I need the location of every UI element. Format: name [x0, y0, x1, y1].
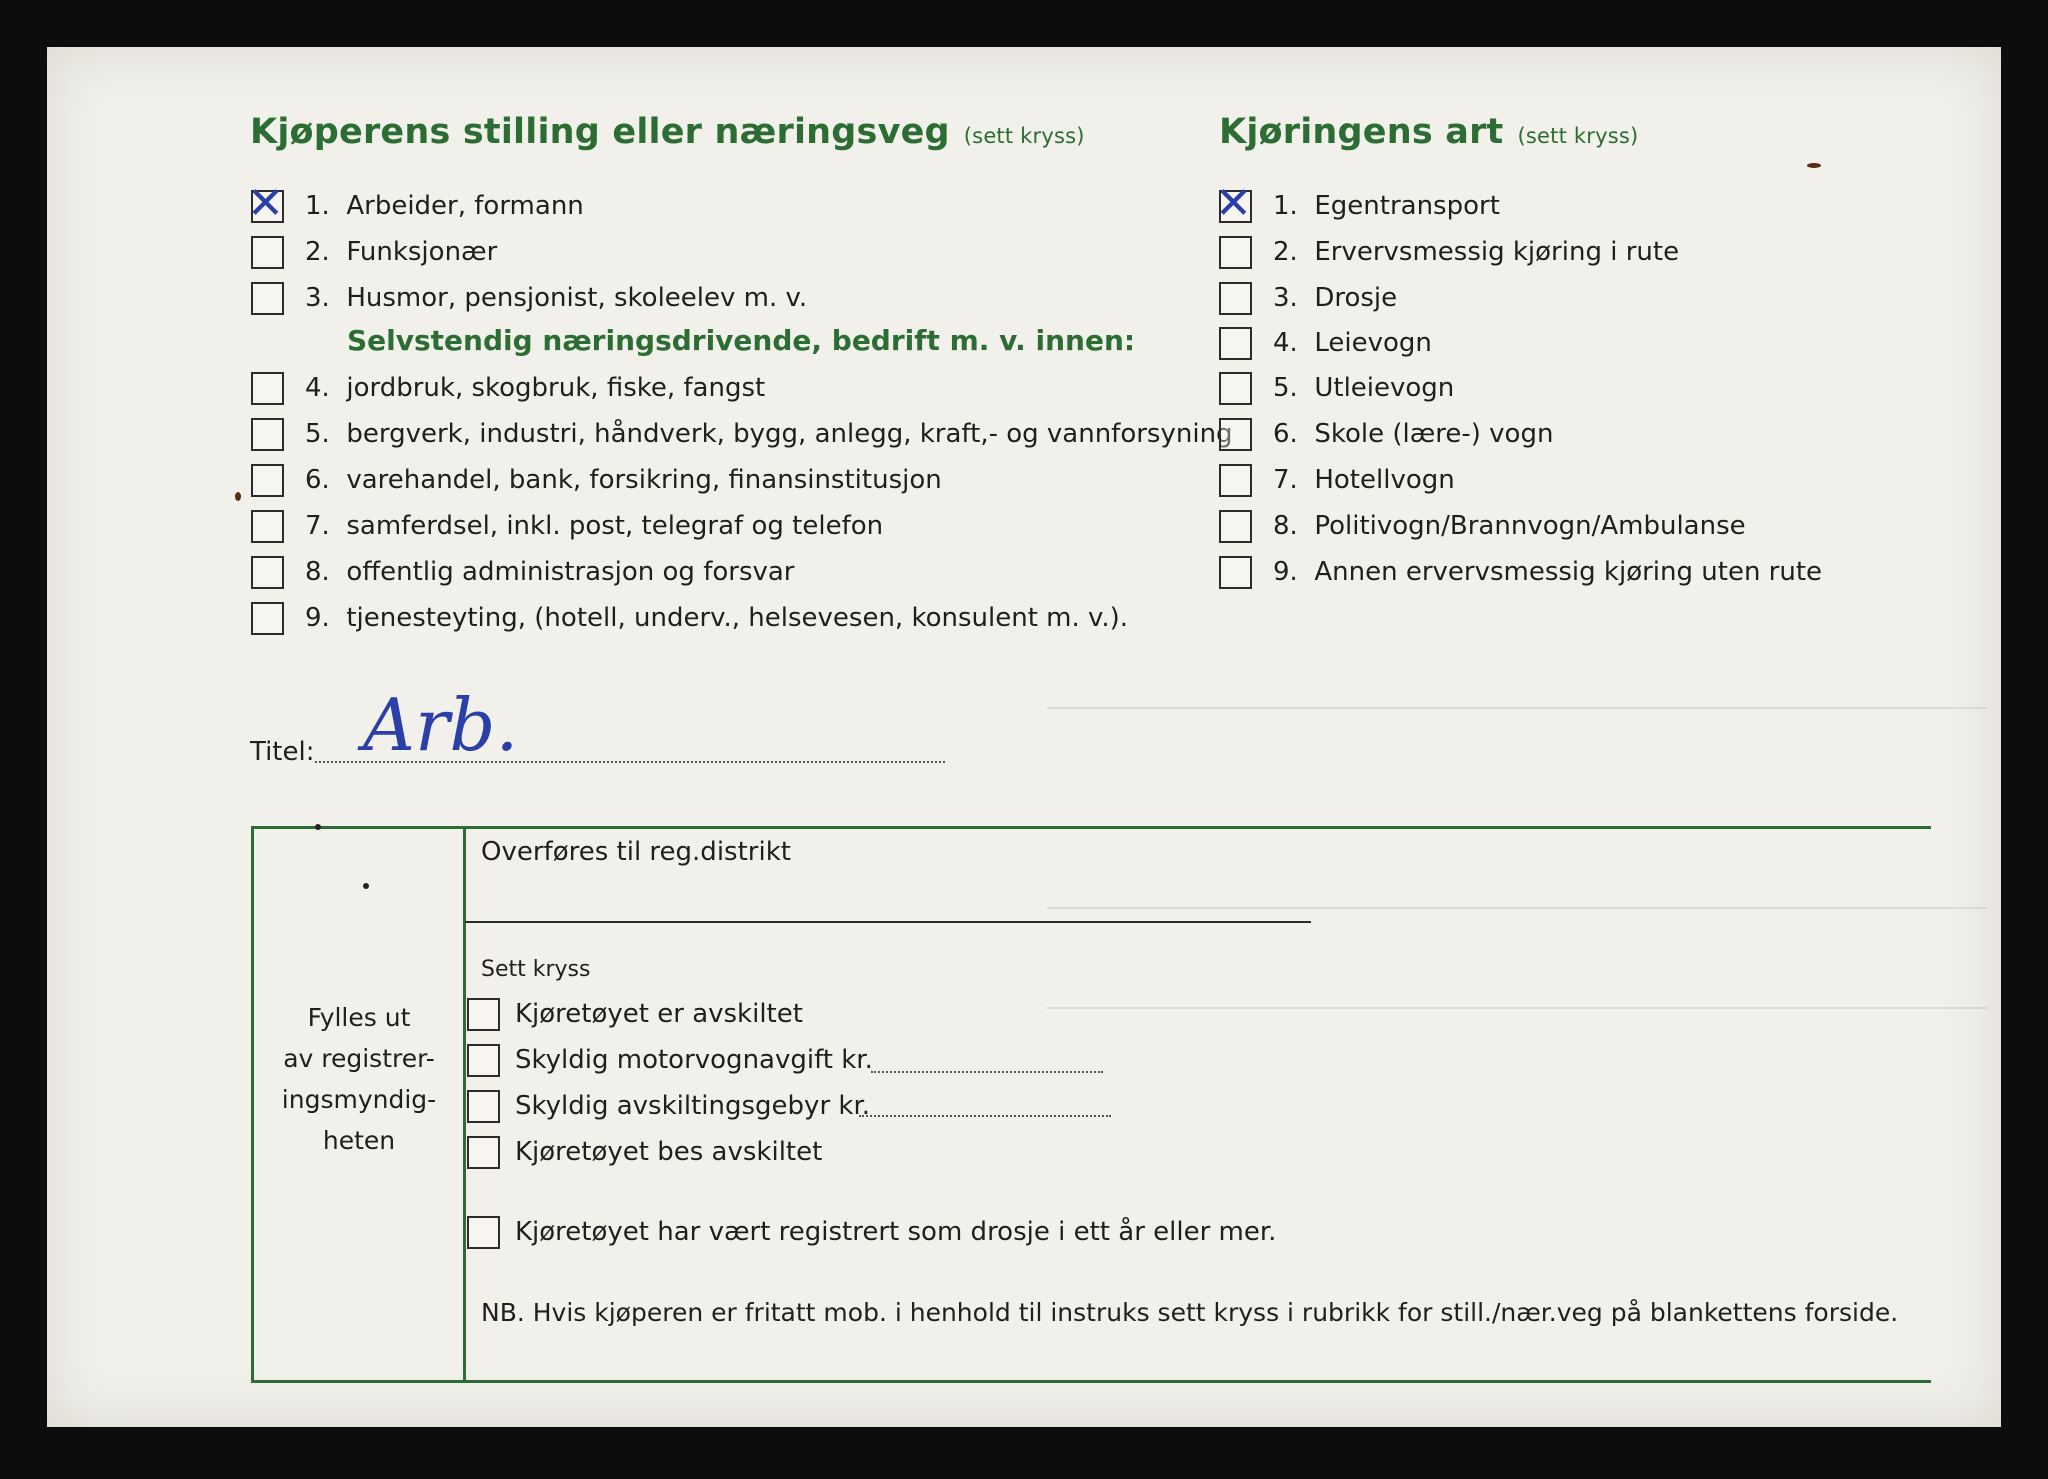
checkbox[interactable] [1219, 556, 1252, 589]
checkbox[interactable] [467, 1090, 500, 1123]
option-label: 2. Funksjonær [305, 237, 498, 267]
occupation-option-7[interactable] [251, 507, 883, 545]
checkbox[interactable] [247, 177, 284, 229]
side-label-line: av registrer- [283, 1044, 435, 1073]
checkbox[interactable] [1219, 236, 1252, 269]
option-label: 4. Leievogn [1273, 328, 1432, 358]
checkbox[interactable] [1219, 510, 1252, 543]
option-label: 6. Skole (lære-) vogn [1273, 419, 1554, 449]
checkbox[interactable] [467, 1136, 500, 1169]
checkbox[interactable] [1219, 282, 1252, 315]
option-label: 8. Politivogn/Brannvogn/Ambulanse [1273, 511, 1746, 541]
checkbox[interactable] [251, 236, 284, 269]
driving-option-2[interactable] [1219, 233, 1679, 271]
motor-tax-amount-line[interactable] [871, 1071, 1103, 1073]
authority-option-taxi-year[interactable] [467, 1213, 1276, 1251]
occupation-option-2[interactable] [251, 233, 497, 271]
box-left-border [251, 826, 254, 1382]
show-through-line [1047, 707, 1987, 709]
checkbox[interactable] [1219, 372, 1252, 405]
option-label: 1. Egentransport [1273, 191, 1500, 221]
occupation-option-1[interactable] [247, 177, 584, 229]
option-label: 7. Hotellvogn [1273, 465, 1455, 495]
driving-option-5[interactable] [1219, 369, 1454, 407]
checkbox[interactable] [1215, 177, 1252, 229]
option-label: Skyldig motorvognavgift kr. [515, 1045, 873, 1075]
checkbox[interactable] [467, 998, 500, 1031]
buyer-occupation-heading [250, 112, 1085, 152]
occupation-option-8[interactable] [251, 553, 795, 591]
occupation-option-4[interactable] [251, 369, 765, 407]
checkbox[interactable] [467, 1044, 500, 1077]
heading-text: Kjøringens art [1219, 112, 1504, 152]
heading-hint: (sett kryss) [1517, 124, 1639, 148]
option-label: Kjøretøyet har vært registrert som drosje i ett år eller mer. [515, 1217, 1277, 1247]
checkbox[interactable] [251, 418, 284, 451]
driving-option-9[interactable] [1219, 553, 1822, 591]
option-label: Skyldig avskiltingsgebyr kr. [515, 1091, 871, 1121]
titel-handwritten-value: Arb. [363, 683, 519, 767]
option-label: 6. varehandel, bank, forsikring, finansinstitusjon [305, 465, 942, 495]
option-label: 4. jordbruk, skogbruk, fiske, fangst [305, 373, 766, 403]
driving-option-1[interactable] [1215, 177, 1500, 229]
checkbox[interactable] [467, 1216, 500, 1249]
heading-hint: (sett kryss) [963, 124, 1085, 148]
show-through-text [1057, 217, 1072, 273]
driving-option-6[interactable] [1219, 415, 1553, 453]
occupation-option-3[interactable] [251, 279, 807, 317]
box-top-border [251, 826, 1931, 829]
form-paper [47, 47, 2001, 1427]
ink-speck [315, 824, 321, 830]
checkbox[interactable] [251, 372, 284, 405]
show-through-line [1047, 1007, 1987, 1009]
plate-fee-amount-line[interactable] [859, 1115, 1111, 1117]
driving-option-3[interactable] [1219, 279, 1397, 317]
authority-option-plate-fee[interactable] [467, 1087, 870, 1125]
option-label: Kjøretøyet er avskiltet [515, 999, 803, 1029]
authority-option-request-deplate[interactable] [467, 1133, 822, 1171]
transfer-underline [465, 921, 1311, 923]
option-label: 5. Utleievogn [1273, 373, 1455, 403]
authority-option-deplated[interactable] [467, 995, 803, 1033]
checkbox[interactable] [251, 464, 284, 497]
ink-speck [235, 492, 241, 501]
occupation-option-6[interactable] [251, 461, 942, 499]
checkbox[interactable] [1219, 327, 1252, 360]
transfer-label: Overføres til reg.distrikt [481, 837, 791, 867]
option-label: 2. Ervervsmessig kjøring i rute [1273, 237, 1680, 267]
occupation-option-9[interactable] [251, 599, 1128, 637]
checkbox[interactable] [251, 556, 284, 589]
nb-note: NB. Hvis kjøperen er fritatt mob. i henhold til instruks sett kryss i rubrikk for still./nær.veg på blankettens forside. [481, 1298, 1899, 1327]
driving-option-8[interactable] [1219, 507, 1746, 545]
side-label-line: ingsmyndig- [281, 1085, 437, 1114]
checkbox[interactable] [251, 282, 284, 315]
option-label: 9. Annen ervervsmessig kjøring uten rute [1273, 557, 1823, 587]
option-label: 1. Arbeider, formann [305, 191, 584, 221]
sett-kryss-label: Sett kryss [481, 957, 591, 982]
option-label: Kjøretøyet bes avskiltet [515, 1137, 823, 1167]
box-bottom-border [251, 1380, 1931, 1383]
driving-option-4[interactable] [1219, 324, 1432, 362]
option-label: 3. Drosje [1273, 283, 1398, 313]
option-label: 8. offentlig administrasjon og forsvar [305, 557, 795, 587]
driving-option-7[interactable] [1219, 461, 1455, 499]
option-label: 5. bergverk, industri, håndverk, bygg, anlegg, kraft,- og vannforsyning [305, 419, 1233, 449]
option-label: 7. samferdsel, inkl. post, telegraf og telefon [305, 511, 884, 541]
driving-type-heading [1219, 112, 1638, 152]
checkbox[interactable] [1219, 418, 1252, 451]
box-divider [463, 826, 466, 1382]
ink-speck [363, 883, 369, 889]
handwritten-x-mark: ✕ [1215, 177, 1252, 229]
side-label-line: heten [322, 1126, 396, 1155]
occupation-option-5[interactable] [251, 415, 1233, 453]
checkbox[interactable] [1219, 464, 1252, 497]
checkbox[interactable] [251, 602, 284, 635]
authority-option-motor-tax[interactable] [467, 1041, 873, 1079]
option-label: 9. tjenesteyting, (hotell, underv., helsevesen, konsulent m. v.). [305, 603, 1129, 633]
authority-side-label [259, 997, 459, 1161]
titel-label: Titel: [250, 737, 315, 767]
ink-speck [1807, 163, 1821, 168]
self-employed-subheading: Selvstendig næringsdrivende, bedrift m. v. innen: [347, 324, 1136, 357]
heading-text: Kjøperens stilling eller næringsveg [250, 112, 950, 152]
show-through-line [1047, 907, 1987, 909]
option-label: 3. Husmor, pensjonist, skoleelev m. v. [305, 283, 808, 313]
handwritten-x-mark: ✕ [247, 177, 284, 229]
checkbox[interactable] [251, 510, 284, 543]
side-label-line: Fylles ut [307, 1003, 411, 1032]
